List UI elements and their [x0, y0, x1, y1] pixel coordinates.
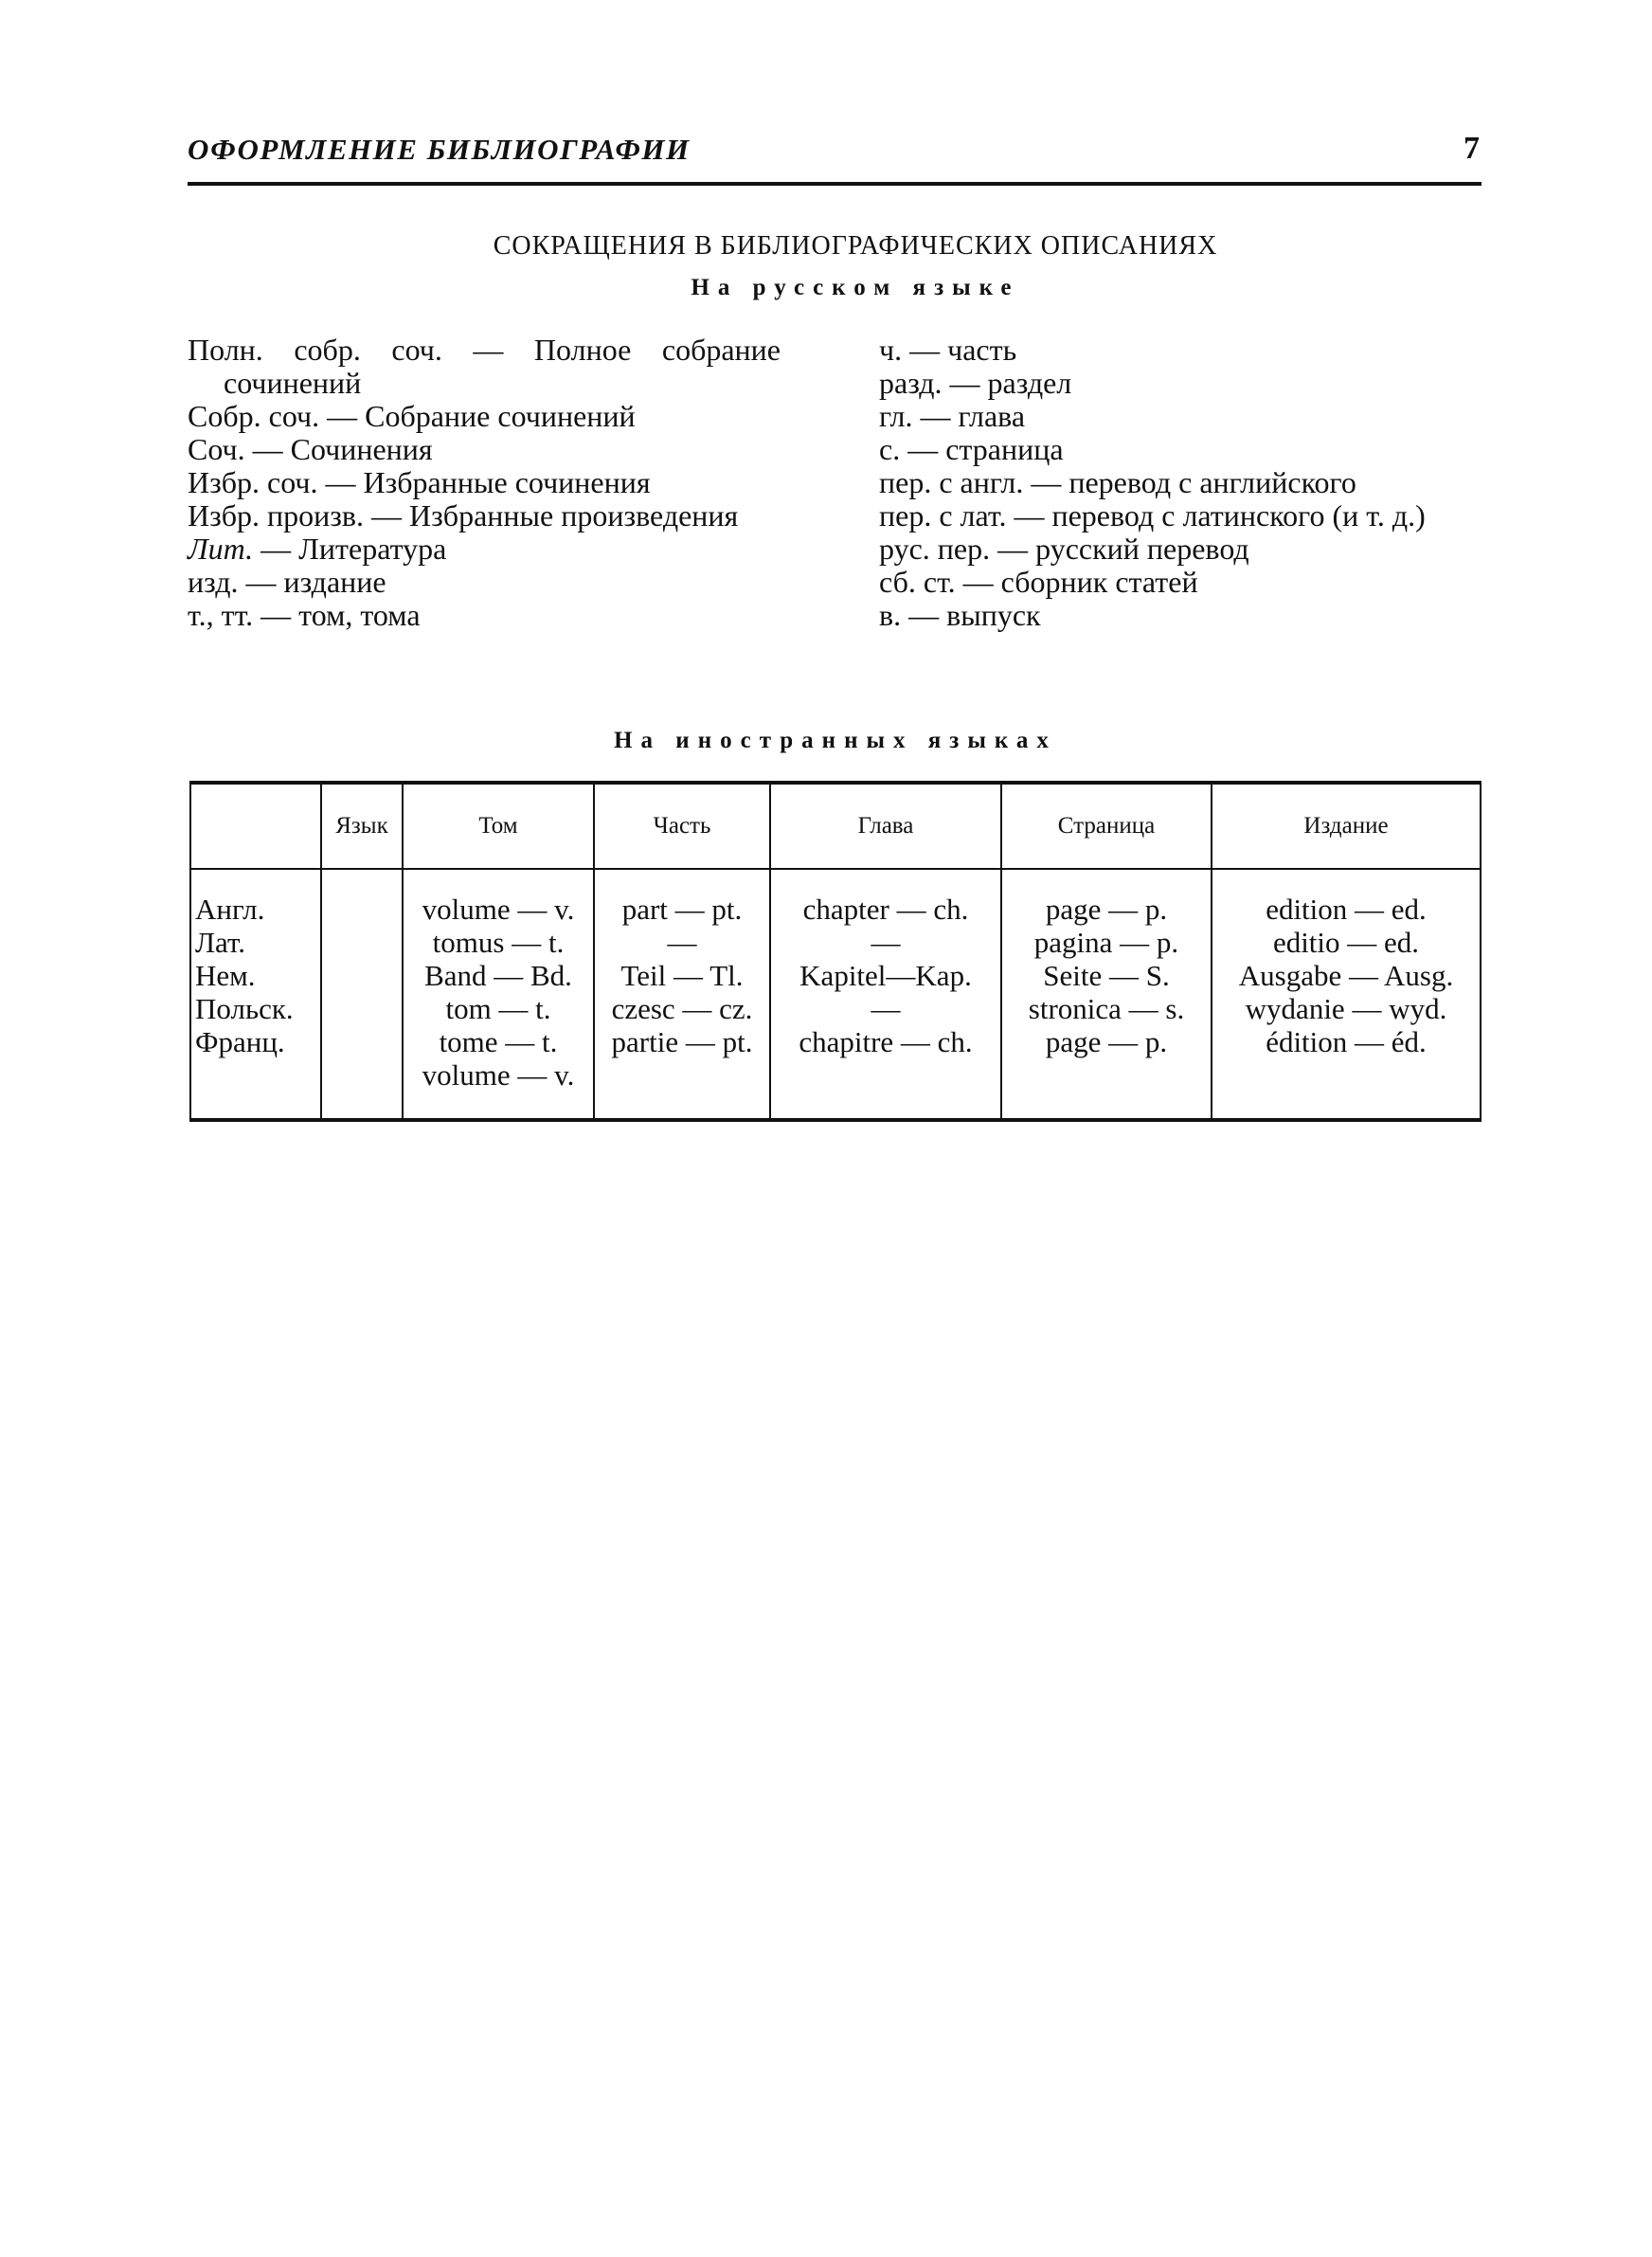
abbreviation-item: Избр. соч. — Избранные сочинения: [188, 465, 651, 499]
chapter-entry: chapitre — ch.: [799, 1025, 973, 1058]
chapter-entry: —: [871, 992, 901, 1025]
volume-entry: volume — v.: [422, 893, 575, 926]
chapter-cell: [770, 869, 1001, 1120]
page-number: 7: [1463, 131, 1480, 166]
abbreviation-item: ч. — часть: [879, 333, 1017, 367]
language-name: Нем.: [195, 959, 256, 992]
column-header: [190, 783, 321, 869]
edition-entry: Ausgabe — Ausg.: [1238, 959, 1454, 992]
empty-language-cell: [321, 869, 403, 1120]
edition-entry: wydanie — wyd.: [1245, 992, 1447, 1025]
abbreviation-item: пер. с англ. — перевод с английского: [879, 465, 1356, 499]
edition-cell: [1212, 869, 1481, 1120]
running-title: ОФОРМЛЕНИЕ БИБЛИОГРАФИИ: [188, 133, 691, 166]
volume-entry: Band — Bd.: [424, 959, 572, 992]
abbreviation-item: Полн. собр. соч. — Полное собрание сочинений: [188, 333, 781, 400]
abbreviation-term-italic: Лит.: [188, 532, 254, 566]
language-name: Лат.: [195, 926, 245, 959]
volume-entry: tomus — t.: [432, 926, 565, 959]
abbreviation-item: т., тт. — том, тома: [188, 598, 421, 632]
abbreviation-item: рус. пер. — русский перевод: [879, 532, 1249, 566]
part-entry: part — pt.: [621, 893, 743, 926]
table-body-row: [190, 869, 1481, 1120]
column-header-part: Часть: [594, 783, 770, 869]
part-entry: —: [667, 926, 697, 959]
page-entry: pagina — p.: [1033, 926, 1179, 959]
running-header: [188, 127, 1480, 184]
language-name: Польск.: [195, 992, 294, 1025]
abbreviation-item: пер. с лат. — перевод с латинского (и т. д.): [879, 498, 1426, 533]
part-entry: Teil — Tl.: [620, 959, 744, 992]
abbreviation-item: [188, 533, 781, 566]
edition-entry: édition — éd.: [1266, 1025, 1427, 1058]
abbreviation-item: Соч. — Сочинения: [188, 432, 433, 466]
abbreviation-item: разд. — раздел: [879, 366, 1072, 400]
abbreviation-item: Избр. произв. — Избранные произведения: [188, 498, 739, 533]
edition-entry: editio — ed.: [1272, 926, 1420, 959]
abbreviation-item: Собр. соч. — Собрание сочинений: [188, 399, 636, 433]
russian-subheading-text: На русском языке: [691, 275, 1020, 300]
languages-cell: [190, 869, 321, 1120]
volume-entry: tome — t.: [439, 1025, 558, 1058]
page-cell: [1001, 869, 1212, 1120]
part-entry: czesc — cz.: [611, 992, 753, 1025]
volume-cell: [403, 869, 594, 1120]
header-rule: [188, 182, 1481, 186]
abbreviation-meaning: — Литература: [253, 532, 447, 566]
column-header-volume: Том: [403, 783, 594, 869]
edition-entry: edition — ed.: [1266, 893, 1427, 926]
foreign-abbreviation-table: [189, 781, 1480, 1122]
abbreviation-item: сб. ст. — сборник статей: [879, 565, 1198, 599]
abbreviation-list-left: [188, 334, 781, 632]
chapter-entry: —: [871, 926, 901, 959]
chapter-entry: chapter — ch.: [802, 893, 969, 926]
page-entry: page — p.: [1045, 893, 1168, 926]
page-entry: stronica — s.: [1028, 992, 1185, 1025]
chapter-entry: Kapitel—Kap.: [799, 959, 972, 992]
column-header-language: Язык: [321, 783, 403, 869]
abbreviation-list-right: [879, 334, 1480, 632]
volume-entry: volume — v.: [422, 1058, 575, 1092]
part-entry: partie — pt.: [611, 1025, 753, 1058]
part-cell: [594, 869, 770, 1120]
table-header-row: [190, 783, 1481, 869]
page-entry: Seite — S.: [1043, 959, 1170, 992]
column-header-page: Страница: [1001, 783, 1212, 869]
column-header-chapter: Глава: [770, 783, 1001, 869]
foreign-table: [189, 781, 1481, 1122]
language-name: Англ.: [195, 893, 265, 926]
abbreviation-item: с. — страница: [879, 432, 1064, 466]
page-entry: page — p.: [1045, 1025, 1168, 1058]
volume-entry: tom — t.: [445, 992, 551, 1025]
language-name: Франц.: [195, 1025, 285, 1058]
section-title: [0, 231, 1652, 262]
russian-subheading: [0, 275, 1652, 301]
foreign-subheading: [0, 728, 1652, 754]
abbreviation-item: гл. — глава: [879, 399, 1026, 433]
foreign-subheading-text: На иностранных языках: [614, 728, 1057, 753]
abbreviation-item: изд. — издание: [188, 565, 386, 599]
section-title-text: СОКРАЩЕНИЯ В БИБЛИОГРАФИЧЕСКИХ ОПИСАНИЯХ: [493, 231, 1218, 261]
abbreviation-item: в. — выпуск: [879, 598, 1041, 632]
column-header-edition: Издание: [1212, 783, 1481, 869]
